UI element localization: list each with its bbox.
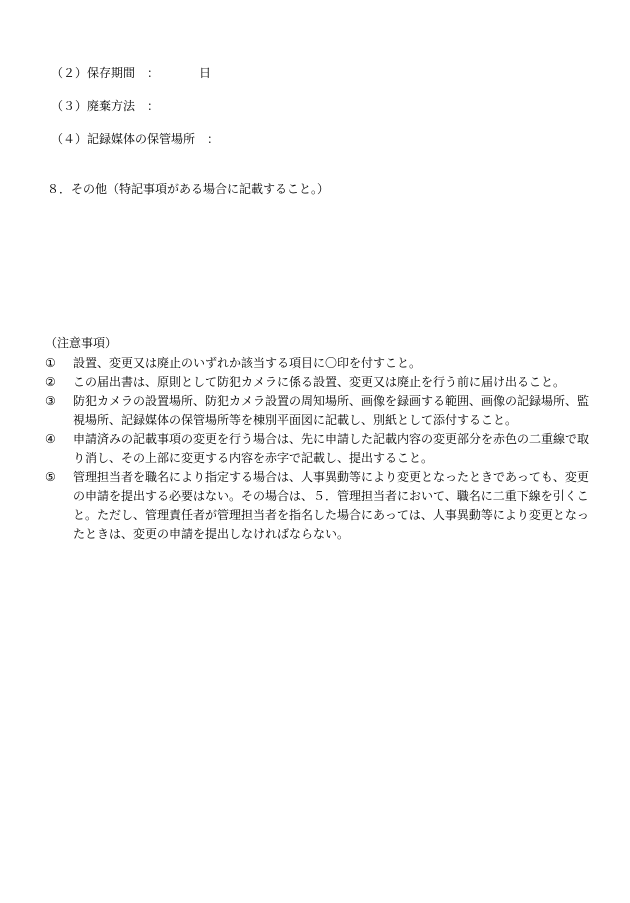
note-mark-4: ④ [45,432,56,446]
note-text-3: 防犯カメラの設置場所、防犯カメラ設置の周知場所、画像を録画する範囲、画像の記録場所、監視場所、記録媒体の保管場所等を棟別平面図に記載し、別紙として添付すること。 [73,394,590,427]
storage-period-separator: ： [147,66,160,80]
storage-location-label: （４）記録媒体の保管場所 [51,132,196,146]
note-text-2: この届出書は、原則として防犯カメラに係る設置、変更又は廃止を行う前に届け出ること。 [73,375,566,389]
note-text-4: 申請済みの記載事項の変更を行う場合は、先に申請した記載内容の変更部分を赤色の二重線で取り消し、その上部に変更する内容を赤字で記載し、提出すること。 [73,432,590,465]
note-item-1 [45,354,595,373]
note-mark-1: ① [45,356,56,370]
section-other-number: ８． [47,182,72,196]
note-item-5 [45,468,595,544]
note-item-4 [45,430,595,468]
note-mark-2: ② [45,375,56,389]
disposal-method-separator: ： [147,99,160,113]
storage-location-row [51,131,219,147]
note-mark-3: ③ [45,394,56,408]
section-other-title: その他（特記事項がある場合に記載すること。） [71,182,330,196]
note-item-2 [45,373,595,392]
note-mark-5: ⑤ [45,470,56,484]
section-other [47,181,329,197]
storage-period-row [51,65,211,81]
storage-period-label: （２）保存期間 [51,66,136,80]
note-text-1: 設置、変更又は廃止のいずれか該当する項目に〇印を付すこと。 [73,356,422,370]
note-text-5: 管理担当者を職名により指定する場合は、人事異動等により変更となったときであっても、変更の申請を提出する必要はない。その場合は、５．管理担当者において、職名に二重下線を引くこと。ただし、管理責任者が管理担当者を指名した場合にあっては、人事異動等により変更となったときは、変更の申請を提出しなければならない。 [73,470,589,541]
notes-section [45,335,595,544]
notes-heading: （注意事項） [45,336,118,350]
storage-period-value: 日 [199,66,212,80]
disposal-method-label: （３）廃棄方法 [51,99,136,113]
note-item-3 [45,392,595,430]
storage-location-separator: ： [207,132,220,146]
disposal-method-row [51,98,159,114]
